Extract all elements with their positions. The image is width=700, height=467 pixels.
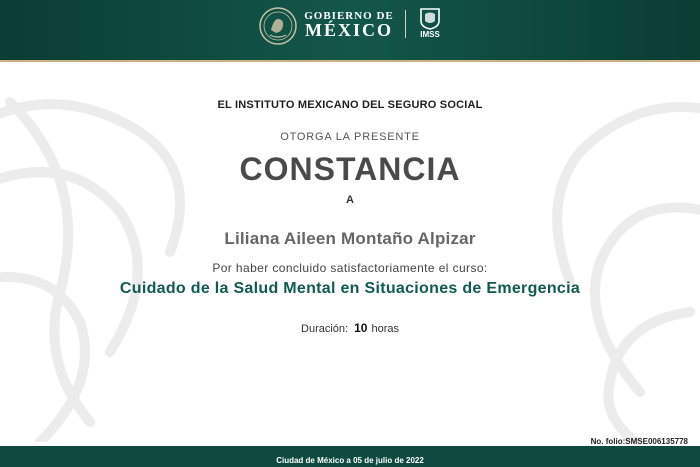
course-title: Cuidado de la Salud Mental en Situaciones de Emergencia: [119, 280, 581, 297]
imss-label: IMSS: [420, 30, 440, 39]
to-label: A: [346, 194, 354, 206]
duration-label: Duración:: [301, 323, 349, 335]
grants-line: OTORGA LA PRESENTE: [280, 131, 420, 143]
government-country: MÉXICO: [305, 20, 393, 40]
imss-logo-icon: [417, 7, 443, 31]
completion-statement: Por haber concluido satisfactoriamente el curso:: [212, 261, 488, 275]
institute-name: EL INSTITUTO MEXICANO DEL SEGURO SOCIAL: [217, 99, 483, 111]
duration-line: [0, 321, 700, 335]
national-emblem-icon: [258, 6, 298, 46]
certificate-title: CONSTANCIA: [239, 151, 461, 187]
background-watermark: [0, 62, 700, 442]
location-date: Ciudad de México a 05 de julio de 2022: [276, 456, 424, 465]
header-divider: [405, 10, 406, 38]
folio-number: No. folio:SMSE006135778: [590, 437, 688, 446]
duration-value: 10: [354, 321, 368, 335]
government-label: GOBIERNO DE: [304, 10, 394, 22]
duration-unit: horas: [371, 323, 399, 335]
header-banner: [0, 0, 700, 62]
recipient-name: Liliana Aileen Montaño Alpizar: [224, 229, 476, 248]
